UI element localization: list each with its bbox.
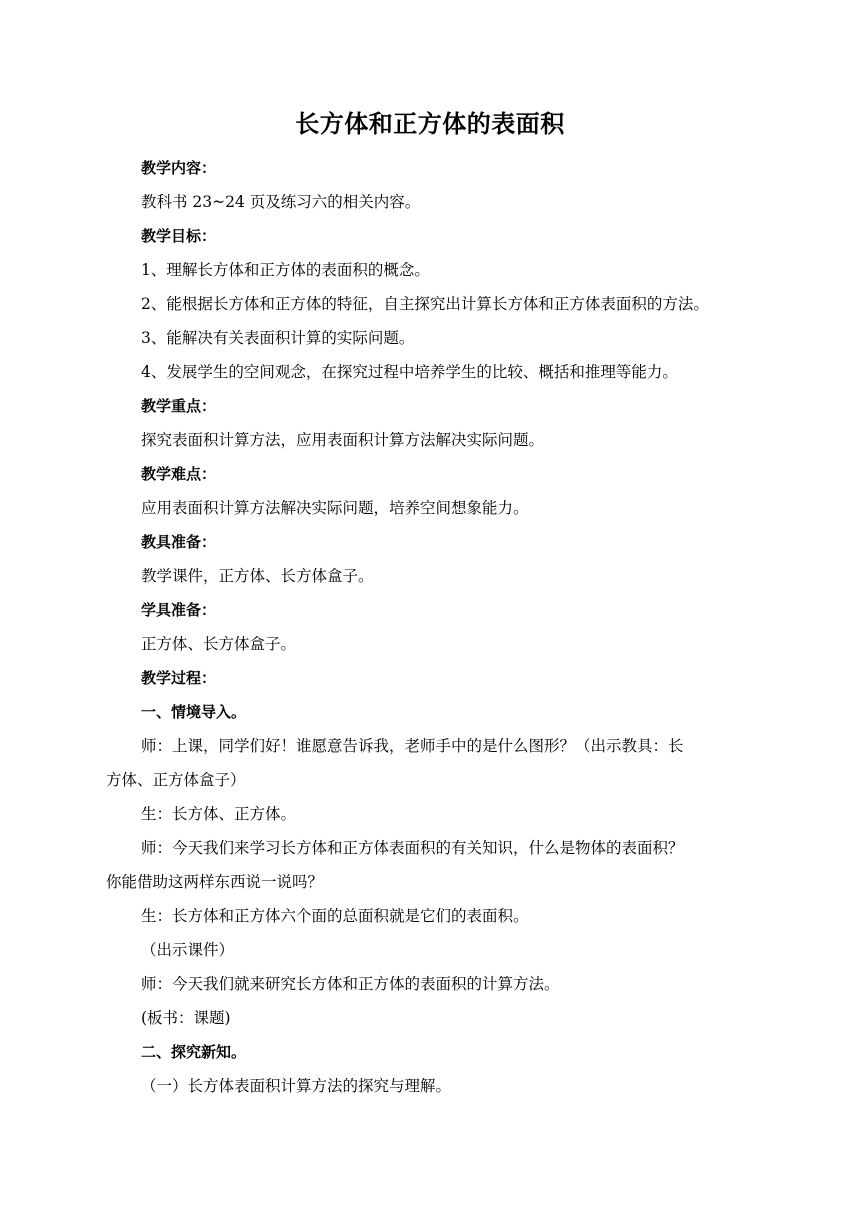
goal-item-4: 4、发展学生的空间观念，在探究过程中培养学生的比较、概括和推理等能力。 [141, 363, 678, 381]
section-heading-difficulties: 教学难点： [141, 465, 217, 483]
part-heading-1: 一、情境导入。 [141, 703, 247, 721]
paragraph-key-points: 探究表面积计算方法，应用表面积计算方法解决实际问题。 [141, 431, 545, 449]
section-heading-key-points: 教学重点： [141, 397, 217, 415]
paragraph-teacher-tools: 教学课件，正方体、长方体盒子。 [141, 567, 374, 585]
part-heading-2: 二、探究新知。 [141, 1043, 247, 1061]
paragraph-difficulties: 应用表面积计算方法解决实际问题，培养空间想象能力。 [141, 499, 529, 517]
subsection-line-1: （一）长方体表面积计算方法的探究与理解。 [141, 1077, 452, 1095]
document-body [106, 151, 762, 1103]
dialogue-line-4: 生：长方体和正方体六个面的总面积就是它们的表面积。 [141, 907, 529, 925]
dialogue-line-2: 生：长方体、正方体。 [141, 805, 297, 823]
section-heading-goals: 教学目标： [141, 227, 217, 245]
section-heading-content: 教学内容： [141, 159, 217, 177]
dialogue-line-1a: 师：上课，同学们好！谁愿意告诉我，老师手中的是什么图形？（出示教具：长 [141, 737, 684, 755]
goal-item-3: 3、能解决有关表面积计算的实际问题。 [141, 329, 415, 347]
goal-item-1: 1、理解长方体和正方体的表面积的概念。 [141, 261, 430, 279]
paragraph-student-tools: 正方体、长方体盒子。 [141, 635, 297, 653]
goal-item-2: 2、能根据长方体和正方体的特征，自主探究出计算长方体和正方体表面积的方法。 [141, 295, 709, 313]
dialogue-line-5: （出示课件） [141, 941, 235, 959]
section-heading-teacher-tools: 教具准备： [141, 533, 217, 551]
document-title: 长方体和正方体的表面积 [295, 109, 565, 138]
dialogue-line-3b: 你能借助这两样东西说一说吗？ [106, 873, 324, 891]
dialogue-line-3a: 师：今天我们来学习长方体和正方体表面积的有关知识，什么是物体的表面积？ [141, 839, 684, 857]
section-heading-student-tools: 学具准备： [141, 601, 217, 619]
dialogue-line-1b: 方体、正方体盒子） [106, 771, 246, 789]
dialogue-line-6: 师：今天我们就来研究长方体和正方体的表面积的计算方法。 [141, 975, 560, 993]
dialogue-line-7: (板书：课题) [141, 1009, 231, 1027]
section-heading-process: 教学过程： [141, 669, 217, 687]
paragraph-content: 教科书 23~24 页及练习六的相关内容。 [141, 193, 421, 211]
